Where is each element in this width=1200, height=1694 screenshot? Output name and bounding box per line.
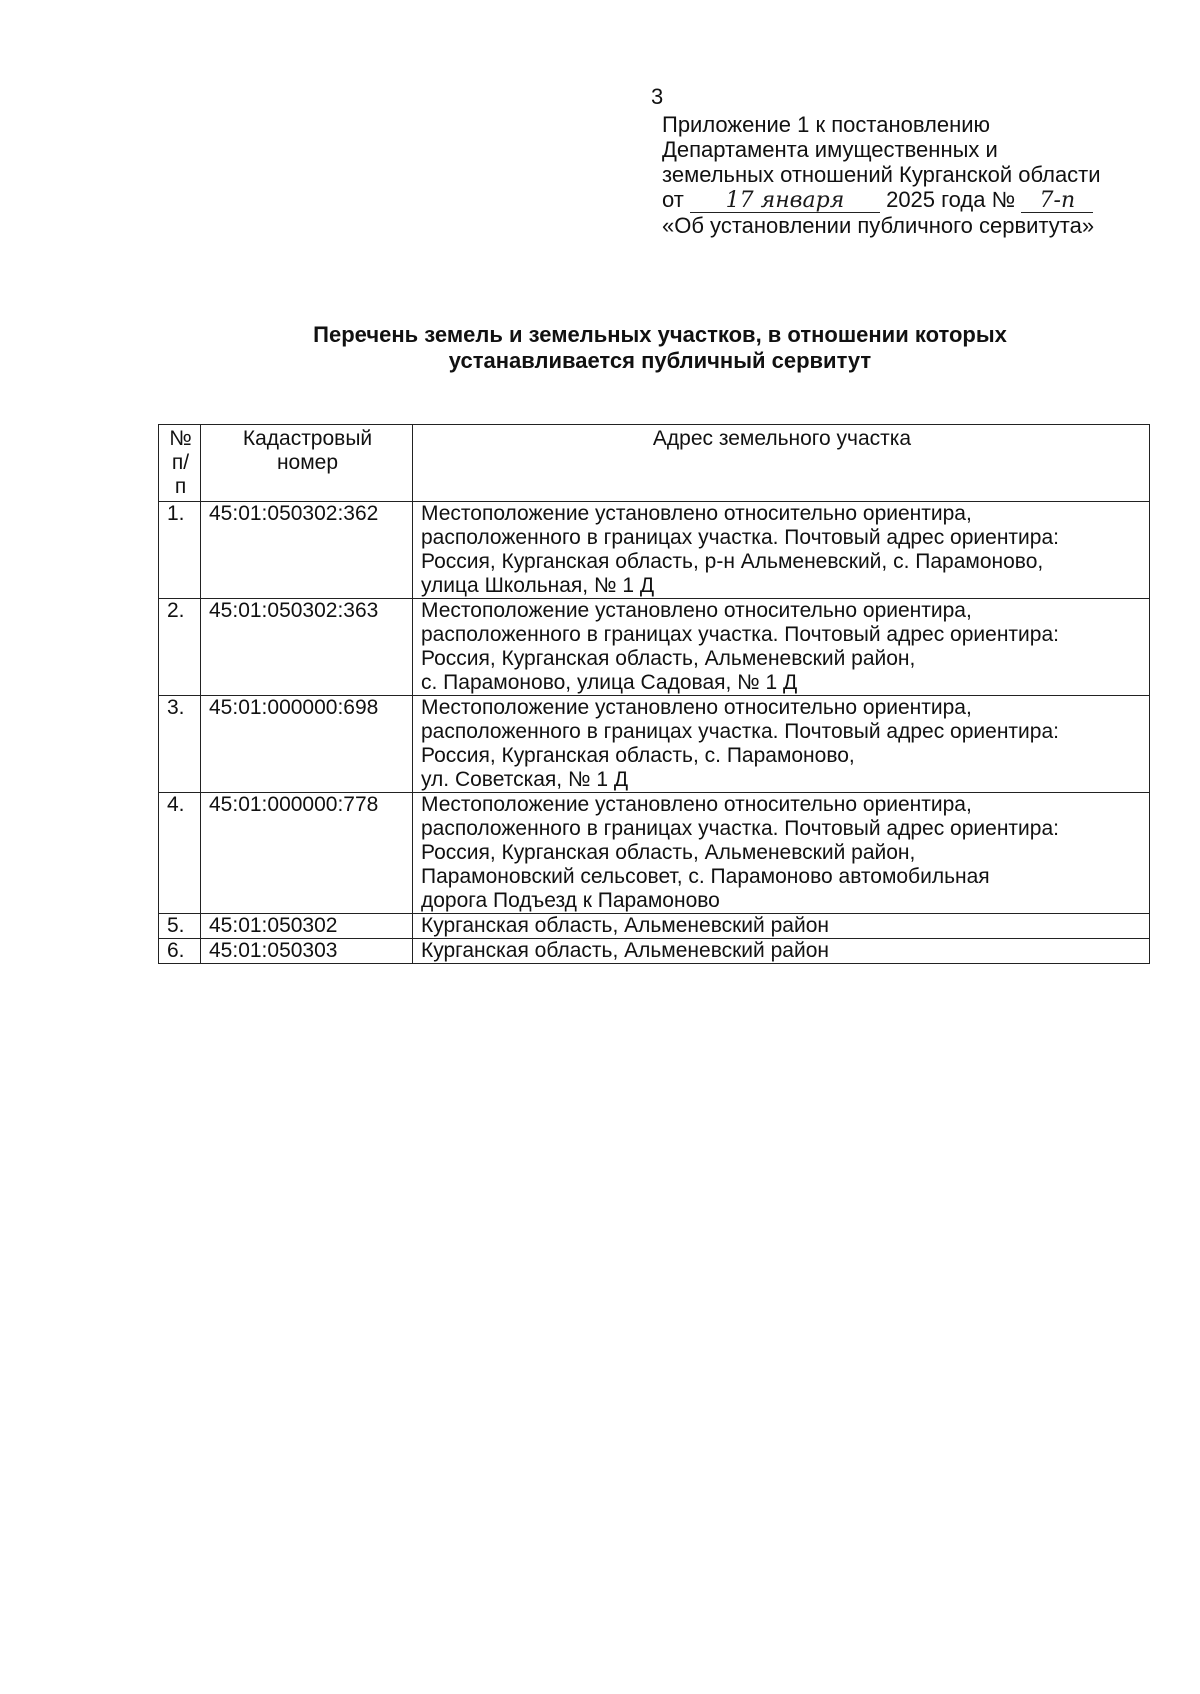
header-cadastral-line-2: номер bbox=[276, 451, 339, 474]
row-number: 4. bbox=[159, 793, 201, 914]
row-number: 6. bbox=[159, 939, 201, 964]
cadastral-number: 45:01:000000:698 bbox=[201, 696, 413, 793]
row-number: 2. bbox=[159, 599, 201, 696]
page-number: 3 bbox=[651, 84, 664, 109]
date-prefix: от bbox=[662, 187, 684, 212]
address-line: дорога Подъезд к Парамоново bbox=[421, 889, 720, 912]
address-line: улица Школьная, № 1 Д bbox=[421, 574, 655, 597]
address-line: с. Парамоново, улица Садовая, № 1 Д bbox=[421, 671, 798, 694]
appendix-line-2: Департамента имущественных и bbox=[662, 137, 998, 162]
cadastral-number: 45:01:050303 bbox=[201, 939, 413, 964]
address-line: расположенного в границах участка. Почтовый адрес ориентира: bbox=[421, 720, 1059, 743]
handwritten-date: 17 января bbox=[690, 190, 880, 213]
parcel-address bbox=[413, 696, 1150, 793]
table-row bbox=[159, 599, 1150, 696]
appendix-line-1: Приложение 1 к постановлению bbox=[662, 112, 991, 137]
header-cadastral bbox=[201, 425, 413, 502]
cadastral-number: 45:01:050302:362 bbox=[201, 502, 413, 599]
address-line: ул. Советская, № 1 Д bbox=[421, 768, 629, 791]
title-line-1: Перечень земель и земельных участков, в отношении которых bbox=[313, 322, 1007, 347]
appendix-line-5: «Об установлении публичного сервитута» bbox=[662, 213, 1095, 238]
address-line: Россия, Курганская область, Альменевский район, bbox=[421, 647, 916, 670]
table-row bbox=[159, 696, 1150, 793]
address-line: Местоположение установлено относительно ориентира, bbox=[421, 502, 972, 525]
address-line: Местоположение установлено относительно ориентира, bbox=[421, 793, 972, 816]
row-number: 1. bbox=[159, 502, 201, 599]
cadastral-number: 45:01:050302 bbox=[201, 914, 413, 939]
cadastral-number: 45:01:000000:778 bbox=[201, 793, 413, 914]
table-row bbox=[159, 914, 1150, 939]
table-row bbox=[159, 939, 1150, 964]
parcel-address bbox=[413, 914, 1150, 939]
parcel-address bbox=[413, 599, 1150, 696]
parcels-table bbox=[158, 424, 1150, 964]
address-line: Россия, Курганская область, Альменевский район, bbox=[421, 841, 916, 864]
address-line: расположенного в границах участка. Почтовый адрес ориентира: bbox=[421, 526, 1059, 549]
parcel-address bbox=[413, 502, 1150, 599]
header-num-line-2: п/п bbox=[171, 451, 190, 498]
address-line: Местоположение установлено относительно ориентира, bbox=[421, 599, 972, 622]
row-number: 5. bbox=[159, 914, 201, 939]
header-num-line-1: № bbox=[169, 427, 192, 450]
cadastral-number: 45:01:050302:363 bbox=[201, 599, 413, 696]
year-text: 2025 года № bbox=[886, 187, 1016, 212]
table-header-row bbox=[159, 425, 1150, 502]
appendix-date-line bbox=[662, 187, 1182, 213]
address-line: расположенного в границах участка. Почтовый адрес ориентира: bbox=[421, 623, 1059, 646]
header-num bbox=[159, 425, 201, 502]
parcel-address bbox=[413, 939, 1150, 964]
address-line: Курганская область, Альменевский район bbox=[421, 914, 829, 937]
table-body bbox=[159, 502, 1150, 964]
address-line: Россия, Курганская область, с. Парамоново, bbox=[421, 744, 855, 767]
title-line-2: устанавливается публичный сервитут bbox=[448, 348, 872, 373]
address-line: Парамоновский сельсовет, с. Парамоново автомобильная bbox=[421, 865, 990, 888]
table-row bbox=[159, 502, 1150, 599]
table-row bbox=[159, 793, 1150, 914]
address-line: Курганская область, Альменевский район bbox=[421, 939, 829, 962]
address-line: расположенного в границах участка. Почтовый адрес ориентира: bbox=[421, 817, 1059, 840]
header-cadastral-line-1: Кадастровый bbox=[242, 427, 373, 450]
address-line: Местоположение установлено относительно ориентира, bbox=[421, 696, 972, 719]
header-address: Адрес земельного участка bbox=[413, 425, 1150, 502]
document-title bbox=[200, 322, 1120, 374]
handwritten-number: 7-п bbox=[1021, 190, 1093, 213]
parcel-address bbox=[413, 793, 1150, 914]
appendix-line-3: земельных отношений Курганской области bbox=[662, 162, 1101, 187]
appendix-header bbox=[662, 112, 1182, 238]
row-number: 3. bbox=[159, 696, 201, 793]
address-line: Россия, Курганская область, р-н Альменевский, с. Парамоново, bbox=[421, 550, 1044, 573]
